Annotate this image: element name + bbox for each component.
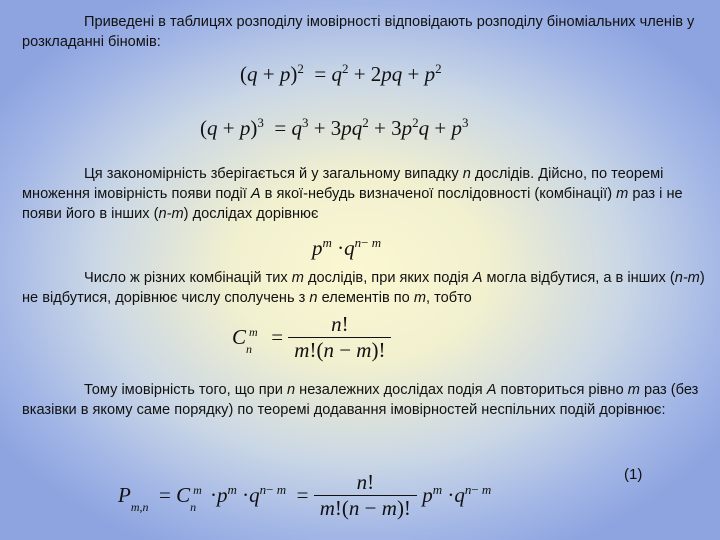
text-segment: елементів по (317, 290, 414, 306)
var-m: m (413, 290, 427, 306)
text-segment: незалежних дослідах подія (295, 382, 487, 398)
paragraph-general-case (22, 164, 712, 224)
text-segment: раз і не появи його в інших ( (22, 186, 683, 222)
text-segment: ) дослідах дорівнює (183, 206, 319, 222)
text-segment: дослідів, при яких подія (303, 270, 473, 286)
text-segment: Тому імовірність того, що при (84, 382, 287, 398)
var-n: n (462, 166, 471, 182)
text-segment: , тобто (426, 290, 472, 306)
text-segment: Число ж різних комбінацій тих (84, 270, 292, 286)
text-segment: Ця закономірність зберігається й у загальному випадку (84, 166, 463, 182)
var-n: n (287, 382, 296, 398)
text-segment: в якої-небудь визначеної послідовності (комбінації) (260, 186, 617, 202)
paragraph-intro (22, 12, 712, 52)
var-n: n (309, 290, 318, 306)
equation-cube-binomial: $(q + p)^3 = q^3 + 3pq^2 + 3p^2q + p^3$ (200, 115, 469, 140)
equation-single-sequence-probability: $p^m \cdot q^{n- m}$ (312, 235, 382, 260)
var-n-minus-m: n-m (158, 206, 184, 222)
text-segment: ) не відбутися, дорівнює числу сполучень з (22, 270, 705, 306)
var-m: m (627, 382, 640, 398)
equation-number: (1) (624, 466, 643, 483)
text-segment: могла відбутися, а в інших ( (482, 270, 675, 286)
paragraph-conclusion (22, 380, 712, 420)
var-m: m (291, 270, 304, 286)
var-A: A (486, 382, 497, 398)
equation-bernoulli-formula: $P_{m,n} = C_n^m \cdot p^m \cdot q^{n- m}$ = $\frac{n!}{m!(n - m)!}$ $p^m \cdot q^{n- m}$ (118, 470, 492, 520)
text-segment: дослідів. Дійсно, по теоремі множення імовірність появи події (22, 166, 664, 202)
var-m: m (616, 186, 629, 202)
var-A: A (250, 186, 261, 202)
equation-square-binomial: $(q + p)^2 = q^2 + 2pq + p^2$ (240, 61, 442, 86)
paragraph-intro-text: Приведені в таблицях розподілу імовірності відповідають розподілу біноміальних членів у розкладанні біномів: (22, 14, 695, 50)
text-segment: повториться рівно (496, 382, 628, 398)
var-n-minus-m: n-m (674, 270, 700, 286)
paragraph-combinations (22, 268, 712, 308)
text-segment: раз (без вказівки в якому саме порядку) по теоремі додавання імовірностей неспільних подій дорівнює: (22, 382, 699, 418)
equation-binomial-coefficient: $C_n^m$ = $\frac{n!}{m!(n - m)!}$ (232, 314, 391, 361)
var-A: A (472, 270, 483, 286)
